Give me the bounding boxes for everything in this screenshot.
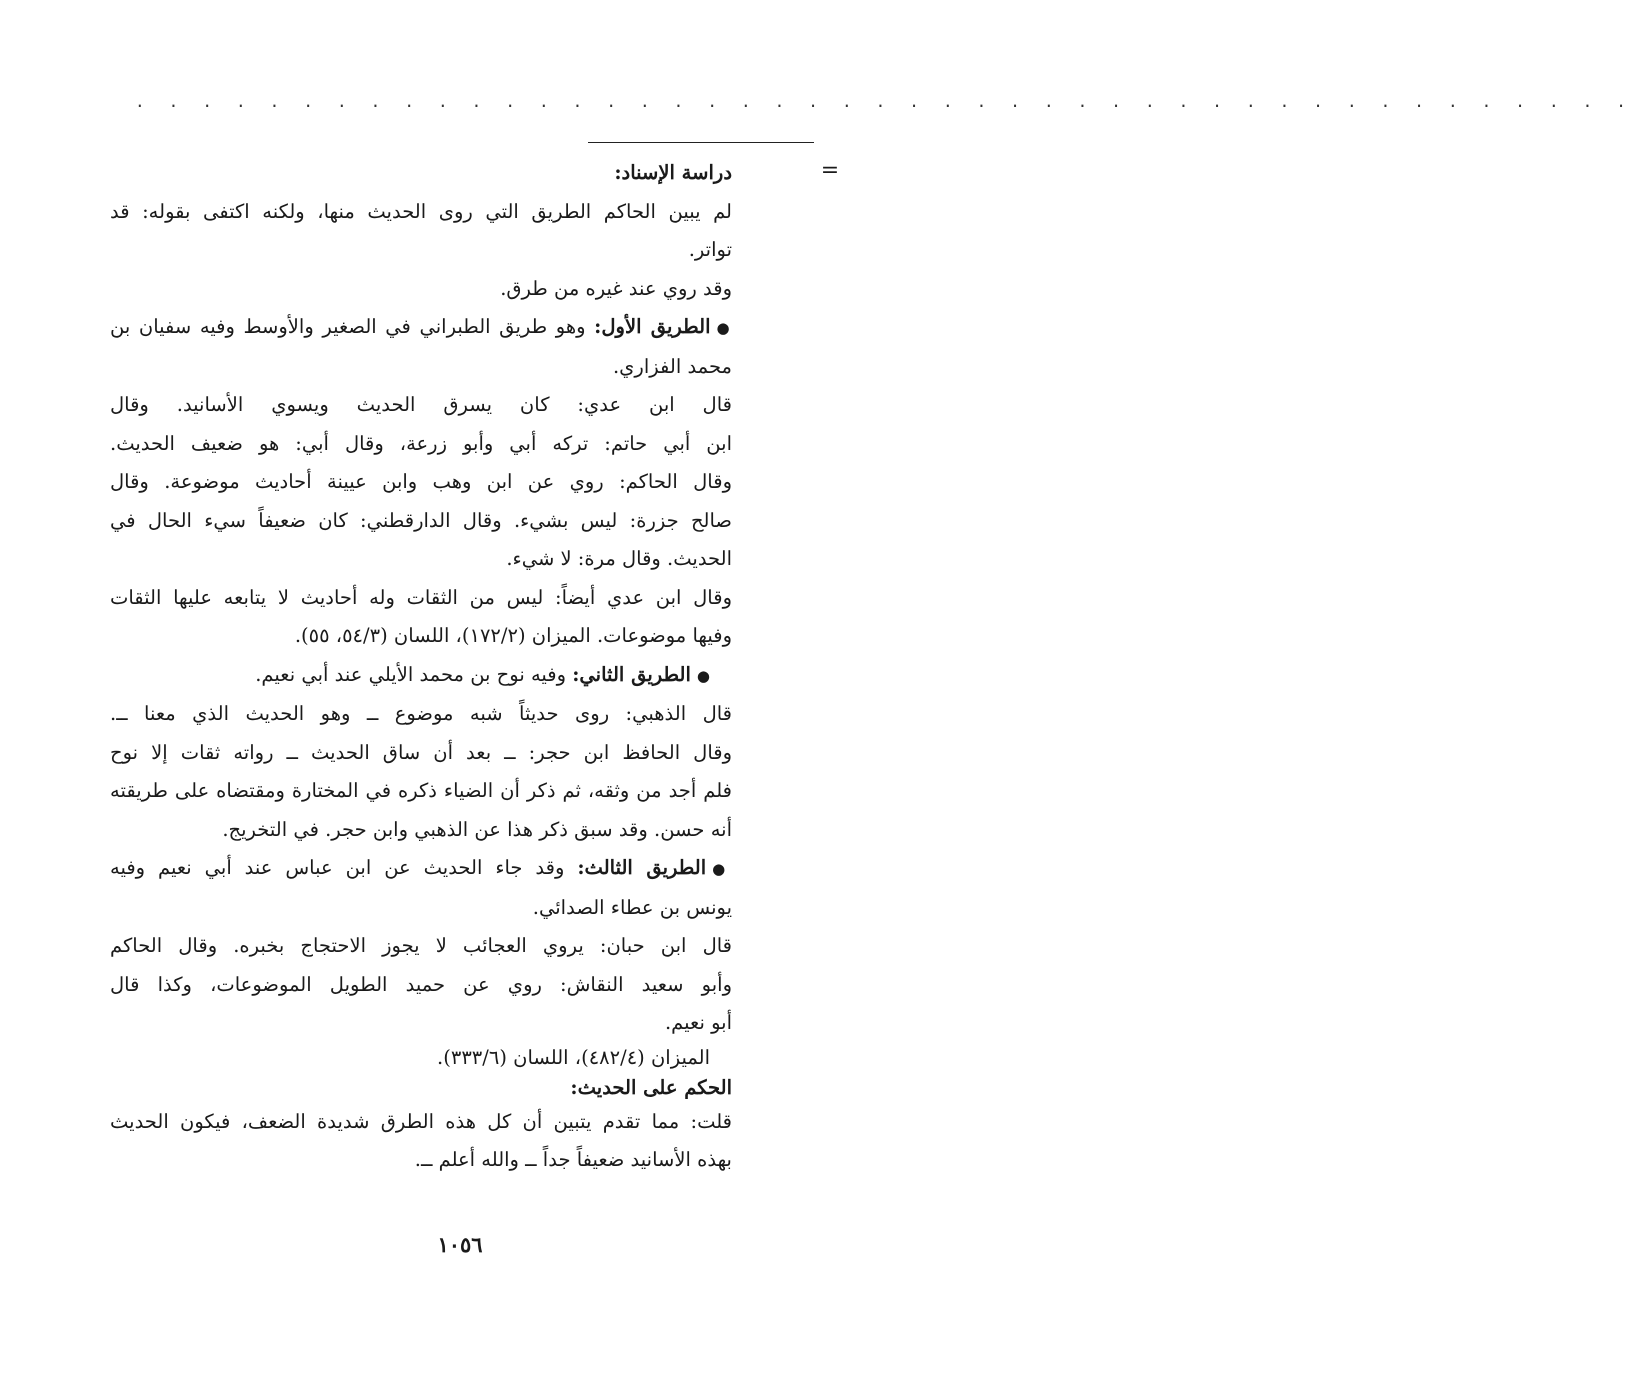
second-route-text: وفيه نوح بن محمد الأيلي عند أبي نعيم. — [255, 662, 567, 686]
isnad-intro-line-2: تواتر. — [688, 238, 732, 261]
first-route-line-2: محمد الفزاري. — [612, 354, 732, 378]
ruling-line-1: قلت: مما تقدم يتبين أن كل هذه الطرق شديدة الضعف، فيكون الحديث — [110, 1109, 732, 1133]
first-route-line-1 — [110, 308, 732, 348]
first-route-comment-1: قال ابن عدي: كان يسرق الحديث ويسوي الأسانيد. وقال — [110, 393, 732, 416]
third-route-text: وقد جاء الحديث عن ابن عباس عند أبي نعيم وفيه — [110, 856, 565, 879]
first-route-text: وهو طريق الطبراني في الصغير والأوسط وفيه سفيان بن — [110, 315, 586, 338]
third-route-reference: الميزان (٤٨٢/٤)، اللسان (٣٣٣/٦). — [437, 1045, 710, 1069]
second-route-comment-2: وقال الحافظ ابن حجر: ــ بعد أن ساق الحديث ــ رواته ثقات إلا نوح — [110, 740, 732, 764]
first-route-comment-6: وقال ابن عدي أيضاً: ليس من الثقات وله أحاديث لا يتابعه عليها الثقات — [110, 585, 732, 609]
separator-dots: . . . . . . . . . . . . . . . . . . . . . . . . . . . . . . . . . . . . . . . . . . . . . — [135, 92, 1633, 111]
first-route-comment-5: الحديث. وقال مرة: لا شيء. — [506, 547, 732, 570]
third-route-label: الطريق الثالث: — [577, 856, 707, 879]
footnote-rule — [588, 142, 814, 143]
third-route-comment-3: أبو نعيم. — [664, 1011, 732, 1034]
third-route-comment-2: وأبو سعيد النقاش: روي عن حميد الطويل الموضوعات، وكذا قال — [110, 972, 732, 996]
ruling-heading: الحكم على الحديث: — [570, 1075, 732, 1099]
bullet-icon: ● — [696, 666, 710, 685]
third-route-comment-1: قال ابن حبان: يروي العجائب لا يجوز الاحتجاج بخبره. وقال الحاكم — [110, 934, 732, 957]
second-route-comment-4: أنه حسن. وقد سبق ذكر هذا عن الذهبي وابن حجر. في التخريج. — [222, 817, 732, 841]
first-route-comment-4: صالح جزرة: ليس بشيء. وقال الدارقطني: كان ضعيفاً سيء الحال في — [110, 508, 732, 532]
continuation-mark: = — [820, 158, 840, 183]
second-route-label: الطريق الثاني: — [572, 662, 691, 686]
isnad-intro-line-1: لم يبين الحاكم الطريق التي روى الحديث منها، ولكنه اكتفى بقوله: قد — [110, 199, 732, 223]
third-route-line-2: يونس بن عطاء الصدائي. — [532, 895, 732, 919]
bullet-icon: ● — [712, 860, 732, 878]
isnad-heading: دراسة الإسناد: — [614, 161, 732, 184]
ruling-line-2: بهذه الأسانيد ضعيفاً جداً ــ والله أعلم ــ. — [414, 1148, 732, 1171]
page-body — [110, 154, 732, 1180]
second-route-comment-3: فلم أجد من وثقه، ثم ذكر أن الضياء ذكره في المختارة ومقتضاه على طريقته — [110, 779, 732, 802]
isnad-intro-line-3: وقد روي عند غيره من طرق. — [500, 276, 732, 300]
first-route-comment-3: وقال الحاكم: روي عن ابن وهب وابن عيينة أحاديث موضوعة. وقال — [110, 470, 732, 493]
first-route-comment-7: وفيها موضوعات. الميزان (١٧٢/٢)، اللسان (٥٤/٣، ٥٥). — [294, 624, 732, 647]
second-route-line-1 — [110, 656, 732, 696]
third-route-line-1 — [110, 849, 732, 889]
page-number: ١٠٥٦ — [437, 1232, 483, 1257]
first-route-label: الطريق الأول: — [594, 315, 711, 338]
second-route-comment-1: قال الذهبي: روى حديثاً شبه موضوع ــ وهو الحديث الذي معنا ــ. — [110, 702, 732, 725]
first-route-comment-2: ابن أبي حاتم: تركه أبي وأبو زرعة، وقال أبي: هو ضعيف الحديث. — [110, 431, 732, 455]
bullet-icon: ● — [716, 319, 733, 337]
